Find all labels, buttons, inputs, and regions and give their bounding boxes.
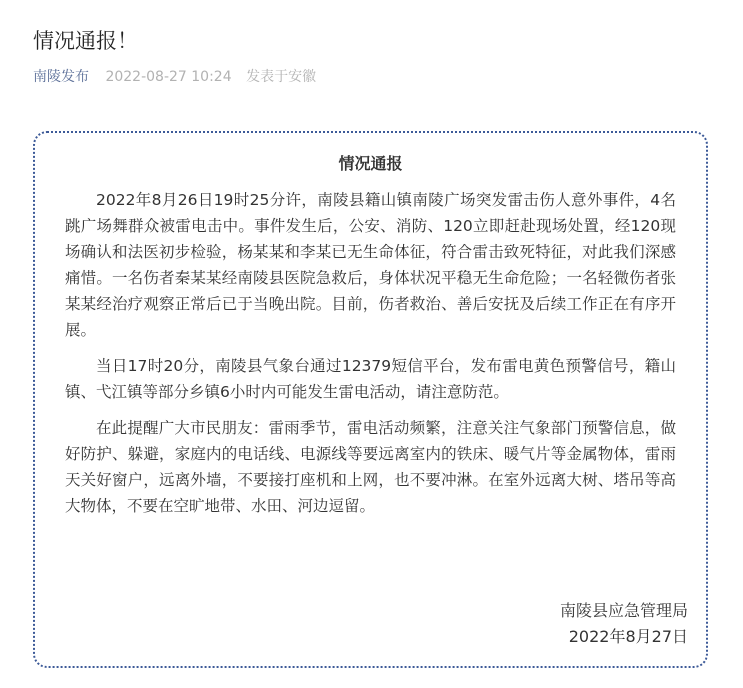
notice-paragraph-3: 在此提醒广大市民朋友：雷雨季节，雷电活动频繁，注意关注气象部门预警信息，做好防护、躲避，家庭内的电话线、电源线等要远离室内的铁床、暖气片等金属物体，雷雨天关好窗户，远离外墙，不要接打座机和上网，也不要冲淋。在室外远离大树、塔吊等高大物体，不要在空旷地带、水田、河边逗留。 — [65, 419, 676, 515]
article-meta — [33, 67, 316, 87]
account-name-link[interactable]: 南陵发布 — [33, 69, 89, 85]
notice-heading: 情况通报 — [338, 154, 403, 173]
publish-location: 发表于安徽 — [246, 69, 317, 85]
notice-paragraph-2: 当日17时20分，南陵县气象台通过12379短信平台，发布雷电黄色预警信号，籍山镇、弋江镇等部分乡镇6小时内可能发生雷电活动，请注意防范。 — [65, 357, 676, 401]
publish-date: 2022-08-27 10:24 — [105, 69, 232, 85]
notice-card — [33, 131, 708, 668]
notice-paragraph-1: 2022年8月26日19时25分许，南陵县籍山镇南陵广场突发雷击伤人意外事件，4名跳广场舞群众被雷电击中。事件发生后，公安、消防、120立即赶赴现场处置，经120现场确认和法医初步检验，杨某某和李某已无生命体征，符合雷击致死特征，对此我们深感痛惜。一名伤者秦某某经南陵县医院急救后，身体状况平稳无生命危险；一名轻微伤者张某某经治疗观察正常后已于当晚出院。目前，伤者救治、善后安抚及后续工作正在有序开展。 — [65, 191, 676, 339]
notice-signature-block — [560, 598, 688, 650]
issuer-name: 南陵县应急管理局 — [559, 601, 688, 620]
issue-date: 2022年8月27日 — [568, 627, 688, 646]
article-title: 情况通报！ — [33, 29, 138, 53]
